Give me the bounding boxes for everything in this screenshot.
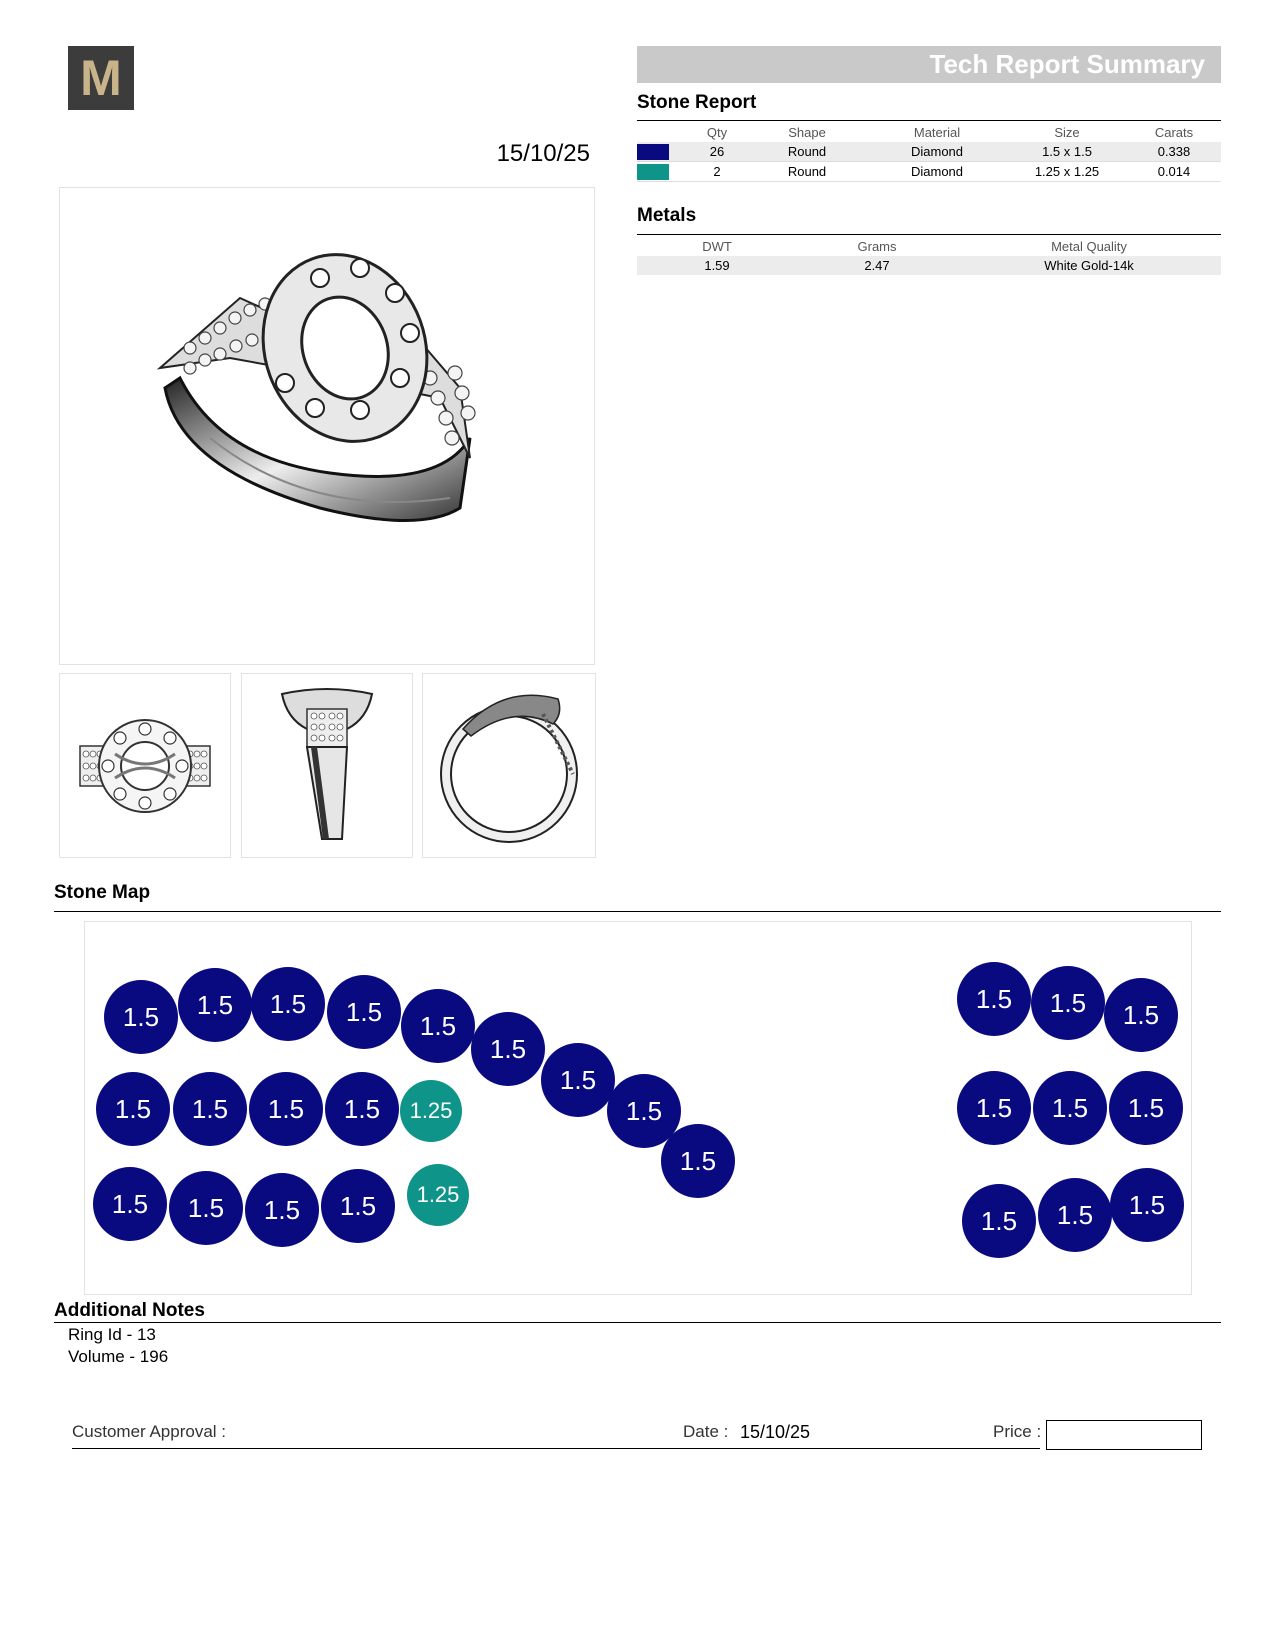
price-field[interactable]	[1046, 1420, 1202, 1450]
col-shape: Shape	[788, 124, 826, 140]
col-size: Size	[1054, 124, 1080, 140]
stone-row	[637, 162, 1221, 182]
stone-map-title: Stone Map	[54, 882, 151, 903]
ring-side-view-image	[423, 674, 595, 857]
col-qty: Qty	[706, 124, 728, 140]
price-label: Price :	[993, 1422, 1042, 1441]
report-date: 15/10/25	[496, 140, 590, 167]
stone-qty: 26	[687, 142, 747, 162]
stone-1-5: 1.5	[321, 1169, 395, 1243]
metals-row	[637, 256, 1221, 275]
stone-report-table	[637, 122, 1221, 182]
report-title: Tech Report Summary	[929, 49, 1205, 79]
stone-1-5: 1.5	[957, 1071, 1031, 1145]
stone-size: 1.5 x 1.5	[1007, 142, 1127, 162]
stone-report-title: Stone Report	[637, 92, 757, 113]
logo-letter: M	[80, 50, 122, 106]
col-dwt: DWT	[702, 238, 732, 254]
metals-title: Metals	[637, 205, 697, 226]
stone-1-5: 1.5	[251, 967, 325, 1041]
stone-1-5: 1.5	[1038, 1178, 1112, 1252]
stone-1-25: 1.25	[400, 1080, 462, 1142]
approval-date-label: Date :	[683, 1422, 729, 1441]
stone-1-5: 1.5	[962, 1184, 1036, 1258]
stone-1-5: 1.5	[325, 1072, 399, 1146]
ring-top-view-image	[60, 674, 230, 857]
ring-perspective-image	[60, 188, 594, 664]
stone-map-rule	[54, 911, 1221, 912]
metals-header-row	[637, 236, 1221, 256]
stone-report-rule	[637, 120, 1221, 121]
col-carats: Carats	[1154, 124, 1194, 140]
stone-1-5: 1.5	[957, 962, 1031, 1036]
metal-grams: 2.47	[797, 256, 957, 275]
stone-1-5: 1.5	[661, 1124, 735, 1198]
stone-1-5: 1.5	[1104, 978, 1178, 1052]
stone-1-5: 1.5	[327, 975, 401, 1049]
stone-1-5: 1.5	[1031, 966, 1105, 1040]
approval-date-value: 15/10/25	[740, 1422, 811, 1442]
ring-main-view	[59, 187, 595, 665]
stone-row	[637, 142, 1221, 162]
notes-body	[68, 1324, 168, 1368]
customer-approval-label: Customer Approval :	[72, 1422, 227, 1441]
ring-top-view	[59, 673, 231, 858]
note-line: Volume - 196	[68, 1347, 169, 1366]
stone-1-5: 1.5	[1033, 1071, 1107, 1145]
stone-material: Diamond	[867, 142, 1007, 162]
stone-1-5: 1.5	[245, 1173, 319, 1247]
metal-dwt: 1.59	[637, 256, 797, 275]
stone-1-5: 1.5	[93, 1167, 167, 1241]
stone-1-5: 1.5	[401, 989, 475, 1063]
stone-material: Diamond	[867, 162, 1007, 182]
stone-color-swatch	[637, 164, 669, 180]
notes-title: Additional Notes	[54, 1300, 205, 1321]
stone-size: 1.25 x 1.25	[1007, 162, 1127, 182]
stone-carats: 0.338	[1127, 142, 1221, 162]
stone-color-swatch	[637, 144, 669, 160]
metals-rule	[637, 234, 1221, 235]
col-material: Material	[913, 124, 961, 140]
notes-rule	[54, 1322, 1221, 1323]
report-title-bar	[637, 46, 1221, 83]
metal-quality: White Gold-14k	[957, 256, 1221, 275]
ring-front-view-image	[242, 674, 412, 857]
stone-1-5: 1.5	[471, 1012, 545, 1086]
approval-rule	[72, 1448, 1040, 1449]
stone-1-5: 1.5	[541, 1043, 615, 1117]
stone-shape: Round	[747, 142, 867, 162]
stone-1-5: 1.5	[1110, 1168, 1184, 1242]
stone-1-5: 1.5	[249, 1072, 323, 1146]
col-grams: Grams	[857, 238, 897, 254]
company-logo	[68, 46, 134, 110]
ring-front-view	[241, 673, 413, 858]
ring-side-view	[422, 673, 596, 858]
stone-1-5: 1.5	[178, 968, 252, 1042]
stone-1-5: 1.5	[96, 1072, 170, 1146]
stone-shape: Round	[747, 162, 867, 182]
note-line: Ring Id - 13	[68, 1325, 156, 1344]
stone-report-header-row	[637, 122, 1221, 142]
stone-map	[84, 921, 1192, 1295]
stone-1-5: 1.5	[169, 1171, 243, 1245]
stone-1-5: 1.5	[104, 980, 178, 1054]
stone-qty: 2	[687, 162, 747, 182]
stone-carats: 0.014	[1127, 162, 1221, 182]
stone-1-5: 1.5	[173, 1072, 247, 1146]
metals-table	[637, 236, 1221, 275]
stone-1-5: 1.5	[607, 1074, 681, 1148]
col-metal-quality: Metal Quality	[1051, 238, 1127, 254]
stone-1-5: 1.5	[1109, 1071, 1183, 1145]
stone-1-25: 1.25	[407, 1164, 469, 1226]
